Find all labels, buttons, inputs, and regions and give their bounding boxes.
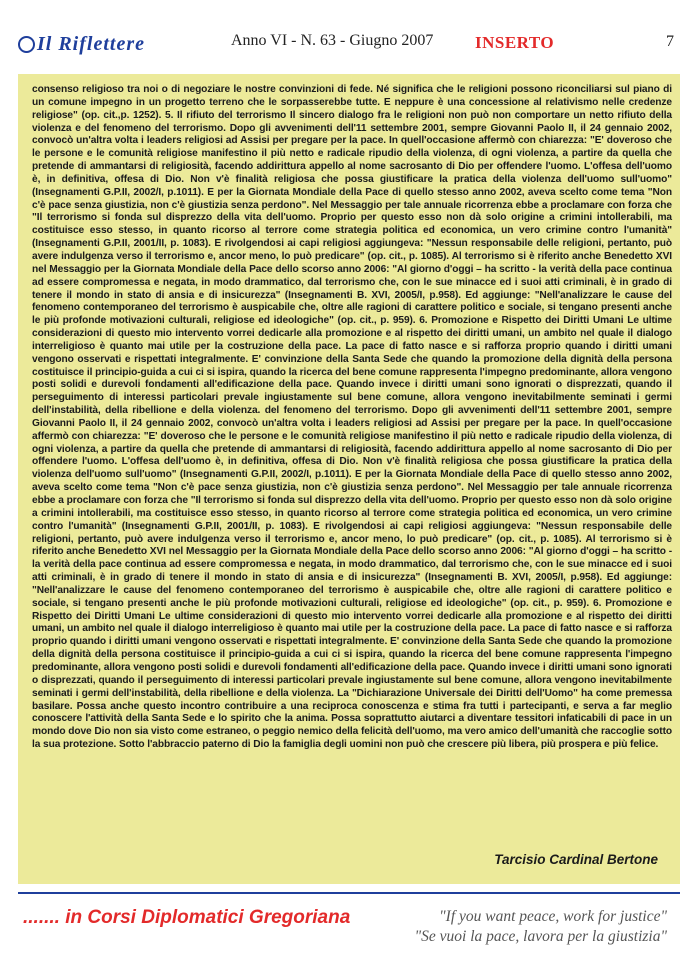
page-number: 7 xyxy=(666,33,674,50)
article-body: consenso religioso tra noi o di negoziare le nostre convinzioni di fede. Né significa che le religioni possono riconciliarsi sul piano di un comune impegno in un progetto terreno che le sorpasserebbe tutte. E neppure è una concessione al relativismo nelle credenze religiose" (op. cit.,p. 1252). 5. Il rifiuto del terrorismo Il sincero dialogo fra le religioni non può non comportare un netto rifiuto della violenza e del fenomeno del terrorismo. Dopo gli avvenimenti dell'11 settembre 2001, sempre Giovanni Paolo II, il 24 gennaio 2002, convocò un'altra volta i leaders religiosi ad Assisi per pregare per la pace. In quell'occasione affermò con chiarezza: "E' doveroso che le persone e le comunità religiose manifestino il più netto e radicale ripudio della violenza, di ogni violenza, a partire da quella che pretende di ammantarsi di religiosità, facendo addirittura appello al nome sacrosanto di Dio per offendere l'uomo. L'offesa dell'uomo è, in definitiva, offesa di Dio. Non v'è finalità religiosa che possa giustificare la pratica della violenza dell'uomo sull'uomo" (Insegnamenti G.P.II, 2002/I, p.1011). E per la Giornata Mondiale della Pace di quello stesso anno 2002, aveva scelto come tema "Non c'è pace senza giustizia, non c'è giustizia senza perdono". Nel Messaggio per tale annuale ricorrenza ebbe a proclamare con forza che "Il terrorismo si fonda sul disprezzo della vita dell'uomo. Proprio per questo esso non dà solo origine a crimini intollerabili, ma costituisce esso stesso, in quanto ricorso al terrore come strategia politica ed economica, un vero crimine contro l'umanità" (Insegnamenti G.P.II, 2001/II, p. 1083). E rivolgendosi ai capi religiosi aggiungeva: "Nessun responsabile delle religioni, pertanto, può avere indulgenza verso il terrorismo e, ancor meno, lo può predicare" (op. cit., p. 1085). Al terrorismo si è riferito anche Benedetto XVI nel Messaggio per la Giornata Mondiale della Pace dello scorso anno 2006: "Al giorno d'oggi – ha scritto - la verità della pace continua ad essere compromessa e negata, in modo drammatico, dal terrorismo che, con le sue minacce ed i suoi atti criminali, è in grado di tenere il mondo in stato di ansia e di insicurezza" (Insegnamenti B. XVI, 2005/I, p.958). Ed aggiunge: "Nell'analizzare le cause del fenomeno contemporaneo del terrorismo è auspicabile che, oltre alle ragioni di carattere politico e sociale, si tengano presenti anche le più profonde motivazioni culturali, religiose ed ideologiche" (op. cit., p. 959). 6. Promozione e Rispetto dei Diritti Umani Le ultime considerazioni di questo mio intervento vorrei dedicarle alla promozione e al rispetto dei diritti umani, un ambito nel quale il dialogo interreligioso è quanto mai utile per la costruzione della pace. La pace di fatto nasce e si rafforza proprio quando i diritti umani vengono osservati e rispettati integralmente. E' convinzione della Santa Sede che quando la promozione della dignità della persona costituisce il principio-guida a cui ci si ispira, quando la ricerca del bene comune rappresenta l'impegno predominante, allora vengono posti solidi e durevoli fondamenti all'edificazione della pace. Quando invece i diritti umani sono ignorati o disprezzati, quando il perseguimento di interessi particolari prevale ingiustamente sul bene comune, allora vengono inevitabilmente seminati i germi dell'instabilità, della ribellione e della violenza. del fenomeno del terrorismo. Dopo gli avvenimenti dell'11 settembre 2001, sempre Giovanni Paolo II, il 24 gennaio 2002, convocò un'altra volta i leaders religiosi ad Assisi per pregare per la pace. In quell'occasione affermò con chiarezza: "E' doveroso che le persone e le comunità religiose manifestino il più netto e radicale ripudio della violenza, di ogni violenza, a partire da quella che pretende di ammantarsi di religiosità, facendo addirittura appello al nome sacrosanto di Dio per offendere l'uomo. L'offesa dell'uomo è, in definitiva, offesa di Dio. Non v'è finalità religiosa che possa giustificare la pratica della violenza dell'uomo sull'uomo" (Insegnamenti G.P.II, 2002/I, p.1011). E per la Giornata Mondiale della Pace di quello stesso anno 2002, aveva scelto come tema "Non c'è pace senza giustizia, non c'è giustizia senza perdono". Nel Messaggio per tale annuale ricorrenza ebbe a proclamare con forza che "Il terrorismo si fonda sul disprezzo della vita dell'uomo. Proprio per questo esso non dà solo origine a crimini intollerabili, ma costituisce esso stesso, in quanto ricorso al terrore come strategia politica ed economica, un vero crimine contro l'umanità" (Insegnamenti G.P.II, 2001/II, p. 1083). E rivolgendosi ai capi religiosi aggiungeva: "Nessun responsabile delle religioni, pertanto, può avere indulgenza verso il terrorismo e, ancor meno, lo può predicare" (op. cit., p. 1085). Al terrorismo si è riferito anche Benedetto XVI nel Messaggio per la Giornata Mondiale della Pace dello scorso anno 2006: "Al giorno d'oggi – ha scritto - la verità della pace continua ad essere compromessa e negata, in modo drammatico, dal terrorismo che, con le sue minacce ed i suoi atti criminali, è in grado di tenere il mondo in stato di ansia e di insicurezza" (Insegnamenti B. XVI, 2005/I, p.958). Ed aggiunge: "Nell'analizzare le cause del fenomeno contemporaneo del terrorismo è auspicabile che, oltre alle ragioni di carattere politico e sociale, si tengano presenti anche le più profonde motivazioni culturali, religiose ed ideologiche" (op. cit., p. 959). 6. Promozione e Rispetto dei Diritti Umani Le ultime considerazioni di questo mio intervento vorrei dedicarle alla promozione e al rispetto dei diritti umani, un ambito nel quale il dialogo interreligioso è quanto mai utile per la costruzione della pace. La pace di fatto nasce e si rafforza proprio quando i diritti umani vengono osservati e rispettati integralmente. E' convinzione della Santa Sede che quando la promozione della dignità della persona costituisce il principio-guida a cui ci si ispira, quando la ricerca del bene comune rappresenta l'impegno predominante, allora vengono posti solidi e durevoli fondamenti all'edificazione della pace. Quando invece i diritti umani sono ignorati o disprezzati, quando il perseguimento di interessi particolari prevale ingiustamente sul bene comune, allora vengono inevitabilmente seminati i germi dell'instabilità, della ribellione e della violenza. La "Dichiarazione Universale dei Diritti dell'Uomo" ha come premessa basilare. Possa anche questo incontro contribuire a una reciproca conoscenza e stima fra tutti i partecipanti, e serva a far meglio conoscere l'attività della Santa Sede e lo spirito che la anima. Possa soprattutto aiutarci a diventare tessitori infaticabili di pace in un mondo dove Dio non sia visto come estraneo, o peggio nemico della felicità dell'uomo, ma vero amico dell'umanità che raccoglie sotto la sua protezione. Sotto l'abbraccio paterno di Dio la famiglia degli uomini non può che crescere più libera, più prospera e più felice. xyxy=(32,84,672,751)
issue-info: Anno VI - N. 63 - Giugno 2007 xyxy=(231,32,434,49)
logo-text: Il Riflettere xyxy=(37,32,145,55)
article-signature: Tarcisio Cardinal Bertone xyxy=(494,852,658,867)
section-label: INSERTO xyxy=(475,33,555,52)
page-header xyxy=(0,0,695,68)
masthead-logo xyxy=(18,28,145,60)
motto-italian: "Se vuoi la pace, lavora per la giustizia" xyxy=(414,928,667,945)
motto-block xyxy=(415,907,667,947)
article-panel xyxy=(18,74,680,884)
course-label: ....... in Corsi Diplomatici Gregoriana xyxy=(23,907,351,928)
motto-english: "If you want peace, work for justice" xyxy=(439,908,667,925)
footer-divider xyxy=(18,892,680,894)
logo-circle-icon xyxy=(18,36,35,53)
